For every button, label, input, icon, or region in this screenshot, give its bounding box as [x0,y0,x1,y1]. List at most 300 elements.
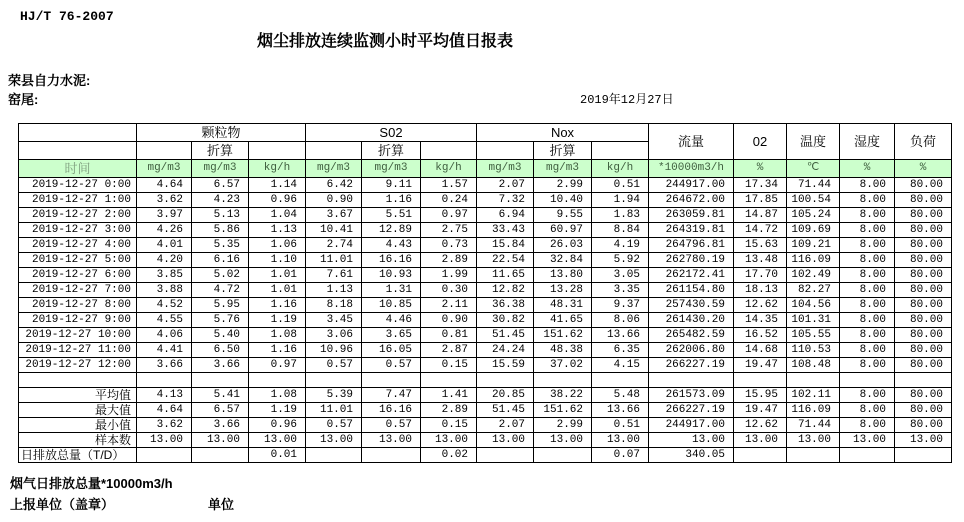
value-cell: 32.84 [534,253,592,268]
value-cell: 10.85 [362,298,421,313]
value-cell: 80.00 [895,223,952,238]
value-cell: 1.04 [249,208,306,223]
value-cell: 16.05 [362,343,421,358]
value-cell: 8.00 [840,358,895,373]
value-cell: 2.75 [421,223,477,238]
value-cell: 0.24 [421,193,477,208]
value-cell: 0.73 [421,238,477,253]
value-cell: 8.84 [592,223,649,238]
value-cell: 1.31 [362,283,421,298]
value-cell: 15.63 [734,238,787,253]
value-cell: 6.35 [592,343,649,358]
value-cell [477,373,534,388]
value-cell: 244917.00 [649,418,734,433]
so2-converted-header: 折算 [362,142,421,160]
value-cell: 0.01 [249,448,306,463]
value-cell: 4.64 [137,403,192,418]
value-cell: 8.00 [840,313,895,328]
value-cell: 3.85 [137,268,192,283]
value-cell: 4.06 [137,328,192,343]
value-cell: 71.44 [787,178,840,193]
blank-cell [19,142,137,160]
row-label-cell: 2019-12-27 12:00 [19,358,137,373]
nox-rate-unit: kg/h [592,160,649,178]
value-cell: 4.20 [137,253,192,268]
hourly-data-row [19,223,952,238]
hourly-data-row [19,283,952,298]
value-cell: 2.07 [477,178,534,193]
value-cell: 261573.09 [649,388,734,403]
value-cell: 8.00 [840,223,895,238]
value-cell: 8.00 [840,238,895,253]
value-cell: 13.00 [362,433,421,448]
value-cell: 0.90 [306,193,362,208]
value-cell: 1.01 [249,283,306,298]
row-label-cell: 2019-12-27 1:00 [19,193,137,208]
value-cell: 2.99 [534,418,592,433]
value-cell: 14.87 [734,208,787,223]
value-cell: 3.06 [306,328,362,343]
value-cell: 1.57 [421,178,477,193]
value-cell: 4.64 [137,178,192,193]
value-cell: 80.00 [895,313,952,328]
value-cell [895,373,952,388]
value-cell: 13.00 [137,433,192,448]
value-cell: 0.57 [362,358,421,373]
row-label-cell: 2019-12-27 5:00 [19,253,137,268]
time-column-header: 时间 [19,160,137,178]
value-cell: 15.95 [734,388,787,403]
value-cell: 151.62 [534,328,592,343]
value-cell: 12.82 [477,283,534,298]
value-cell: 80.00 [895,358,952,373]
value-cell: 38.22 [534,388,592,403]
value-cell [306,448,362,463]
value-cell: 36.38 [477,298,534,313]
value-cell: 264672.00 [649,193,734,208]
value-cell: 264319.81 [649,223,734,238]
value-cell: 1.08 [249,388,306,403]
value-cell: 3.66 [137,358,192,373]
value-cell: 5.02 [192,268,249,283]
value-cell: 8.00 [840,403,895,418]
value-cell: 262172.41 [649,268,734,283]
value-cell: 109.69 [787,223,840,238]
value-cell: 1.13 [306,283,362,298]
blank-cell [592,142,649,160]
hourly-data-row [19,298,952,313]
value-cell: 0.51 [592,178,649,193]
value-cell [534,448,592,463]
value-cell: 16.16 [362,403,421,418]
value-cell: 5.76 [192,313,249,328]
value-cell: 110.53 [787,343,840,358]
value-cell: 266227.19 [649,403,734,418]
value-cell: 13.00 [895,433,952,448]
value-cell: 4.23 [192,193,249,208]
value-cell: 13.00 [592,433,649,448]
value-cell [192,448,249,463]
blank-cell [249,142,306,160]
value-cell: 2.89 [421,253,477,268]
pm-group-header: 颗粒物 [137,124,306,142]
value-cell: 261154.80 [649,283,734,298]
value-cell: 13.66 [592,403,649,418]
row-label-cell: 最小值 [19,418,137,433]
summary-row [19,448,952,463]
value-cell [477,448,534,463]
value-cell: 102.49 [787,268,840,283]
value-cell: 340.05 [649,448,734,463]
pm-rate-unit: kg/h [249,160,306,178]
value-cell: 20.85 [477,388,534,403]
value-cell: 1.83 [592,208,649,223]
value-cell: 9.37 [592,298,649,313]
value-cell: 60.97 [534,223,592,238]
value-cell: 3.65 [362,328,421,343]
value-cell: 105.55 [787,328,840,343]
summary-row [19,388,952,403]
value-cell: 0.90 [421,313,477,328]
value-cell: 2.74 [306,238,362,253]
blank-cell [477,142,534,160]
value-cell: 80.00 [895,238,952,253]
value-cell: 26.03 [534,238,592,253]
so2-converted-unit: mg/m3 [362,160,421,178]
so2-rate-unit: kg/h [421,160,477,178]
value-cell: 1.10 [249,253,306,268]
main-data-table [18,123,952,388]
summary-table [18,387,952,463]
hourly-data-row [19,343,952,358]
value-cell: 4.19 [592,238,649,253]
blank-cell [19,124,137,142]
value-cell: 265482.59 [649,328,734,343]
value-cell: 1.19 [249,313,306,328]
value-cell: 0.07 [592,448,649,463]
row-label-cell: 2019-12-27 11:00 [19,343,137,358]
hourly-data-row [19,313,952,328]
value-cell: 5.86 [192,223,249,238]
value-cell: 14.72 [734,223,787,238]
value-cell: 80.00 [895,268,952,283]
so2-group-header: S02 [306,124,477,142]
value-cell: 11.01 [306,403,362,418]
value-cell: 262006.80 [649,343,734,358]
reporting-unit-label: 上报单位（盖章） [10,497,115,512]
o2-header: 02 [734,124,787,160]
value-cell: 3.97 [137,208,192,223]
value-cell: 108.48 [787,358,840,373]
value-cell [362,448,421,463]
value-cell: 18.13 [734,283,787,298]
value-cell: 80.00 [895,208,952,223]
value-cell [362,373,421,388]
value-cell: 263059.81 [649,208,734,223]
value-cell: 4.26 [137,223,192,238]
value-cell: 80.00 [895,418,952,433]
value-cell: 7.61 [306,268,362,283]
value-cell: 8.00 [840,328,895,343]
nox-group-header: Nox [477,124,649,142]
value-cell: 0.96 [249,193,306,208]
value-cell: 4.15 [592,358,649,373]
summary-row [19,433,952,448]
blank-cell [421,142,477,160]
value-cell: 104.56 [787,298,840,313]
value-cell: 1.08 [249,328,306,343]
value-cell: 10.96 [306,343,362,358]
value-cell: 261430.20 [649,313,734,328]
value-cell: 41.65 [534,313,592,328]
value-cell: 80.00 [895,298,952,313]
value-cell: 4.01 [137,238,192,253]
value-cell: 82.27 [787,283,840,298]
row-label-cell [19,373,137,388]
value-cell: 5.51 [362,208,421,223]
value-cell: 8.00 [840,418,895,433]
value-cell: 0.15 [421,418,477,433]
value-cell: 2.87 [421,343,477,358]
hourly-data-row [19,328,952,343]
value-cell: 2.11 [421,298,477,313]
value-cell [137,448,192,463]
value-cell: 4.41 [137,343,192,358]
value-cell: 0.97 [249,358,306,373]
value-cell: 8.00 [840,178,895,193]
value-cell: 4.13 [137,388,192,403]
hourly-data-row [19,178,952,193]
value-cell: 6.57 [192,403,249,418]
value-cell: 13.00 [840,433,895,448]
row-label-cell: 2019-12-27 4:00 [19,238,137,253]
value-cell: 3.66 [192,418,249,433]
value-cell: 4.72 [192,283,249,298]
temperature-unit: ℃ [787,160,840,178]
value-cell: 3.67 [306,208,362,223]
header-unit-row [19,160,952,178]
blank-cell [306,142,362,160]
summary-row [19,403,952,418]
value-cell: 11.01 [306,253,362,268]
row-label-cell: 2019-12-27 3:00 [19,223,137,238]
nox-unit: mg/m3 [477,160,534,178]
value-cell: 13.00 [534,433,592,448]
value-cell: 7.47 [362,388,421,403]
value-cell: 0.57 [362,418,421,433]
value-cell: 8.00 [840,193,895,208]
value-cell [895,448,952,463]
value-cell: 48.38 [534,343,592,358]
value-cell: 5.48 [592,388,649,403]
value-cell: 0.57 [306,358,362,373]
row-label-cell: 日排放总量（T/D） [19,448,137,463]
value-cell: 2.89 [421,403,477,418]
value-cell: 5.95 [192,298,249,313]
value-cell: 262780.19 [649,253,734,268]
company-name: 荣县自力水泥: [8,73,91,88]
value-cell: 51.45 [477,403,534,418]
hourly-data-row [19,208,952,223]
row-label-cell: 2019-12-27 10:00 [19,328,137,343]
value-cell: 9.55 [534,208,592,223]
value-cell: 3.05 [592,268,649,283]
value-cell: 48.31 [534,298,592,313]
value-cell: 12.62 [734,298,787,313]
value-cell: 13.48 [734,253,787,268]
value-cell: 14.35 [734,313,787,328]
value-cell: 15.59 [477,358,534,373]
value-cell: 8.00 [840,208,895,223]
hourly-data-row [19,358,952,373]
value-cell: 4.52 [137,298,192,313]
page-title: 烟尘排放连续监测小时平均值日报表 [256,33,513,50]
value-cell: 9.11 [362,178,421,193]
value-cell: 8.00 [840,343,895,358]
temperature-header: 温度 [787,124,840,160]
value-cell: 266227.19 [649,358,734,373]
value-cell: 13.28 [534,283,592,298]
value-cell: 1.94 [592,193,649,208]
value-cell: 3.62 [137,193,192,208]
row-label-cell: 2019-12-27 0:00 [19,178,137,193]
value-cell: 1.19 [249,403,306,418]
value-cell: 1.13 [249,223,306,238]
value-cell: 0.02 [421,448,477,463]
value-cell: 16.52 [734,328,787,343]
so2-unit: mg/m3 [306,160,362,178]
value-cell: 12.89 [362,223,421,238]
value-cell: 13.00 [649,433,734,448]
header-group-row [19,124,952,142]
value-cell: 101.31 [787,313,840,328]
value-cell: 5.13 [192,208,249,223]
pm-converted-header: 折算 [192,142,249,160]
value-cell: 80.00 [895,253,952,268]
humidity-header: 湿度 [840,124,895,160]
unit-label: 单位 [208,497,235,512]
value-cell: 1.14 [249,178,306,193]
value-cell: 80.00 [895,193,952,208]
monitoring-location: 窑尾: [8,92,39,107]
value-cell: 5.40 [192,328,249,343]
hourly-data-row [19,193,952,208]
value-cell [137,373,192,388]
value-cell: 1.16 [249,298,306,313]
value-cell: 16.16 [362,253,421,268]
o2-unit: % [734,160,787,178]
value-cell: 1.16 [362,193,421,208]
value-cell [421,373,477,388]
value-cell: 80.00 [895,178,952,193]
value-cell: 19.47 [734,403,787,418]
value-cell: 8.00 [840,253,895,268]
value-cell: 1.41 [421,388,477,403]
value-cell: 0.57 [306,418,362,433]
value-cell: 37.02 [534,358,592,373]
report-date: 2019年12月27日 [580,93,674,107]
hourly-data-row [19,253,952,268]
value-cell: 116.09 [787,253,840,268]
value-cell: 24.24 [477,343,534,358]
value-cell: 11.65 [477,268,534,283]
value-cell [734,373,787,388]
value-cell: 13.66 [592,328,649,343]
value-cell: 3.88 [137,283,192,298]
value-cell: 7.32 [477,193,534,208]
value-cell: 0.30 [421,283,477,298]
value-cell: 8.00 [840,388,895,403]
value-cell: 71.44 [787,418,840,433]
value-cell: 264796.81 [649,238,734,253]
value-cell: 0.81 [421,328,477,343]
row-label-cell: 最大值 [19,403,137,418]
value-cell: 4.46 [362,313,421,328]
value-cell: 6.42 [306,178,362,193]
load-unit: % [895,160,952,178]
value-cell [840,448,895,463]
blank-cell [137,142,192,160]
value-cell [249,373,306,388]
value-cell: 17.70 [734,268,787,283]
value-cell: 4.43 [362,238,421,253]
value-cell: 6.16 [192,253,249,268]
value-cell: 109.21 [787,238,840,253]
flow-header: 流量 [649,124,734,160]
value-cell [787,448,840,463]
value-cell: 51.45 [477,328,534,343]
value-cell: 100.54 [787,193,840,208]
value-cell: 13.00 [421,433,477,448]
value-cell: 116.09 [787,403,840,418]
value-cell: 4.55 [137,313,192,328]
hourly-data-row [19,238,952,253]
flow-unit: *10000m3/h [649,160,734,178]
row-label-cell: 2019-12-27 7:00 [19,283,137,298]
value-cell: 22.54 [477,253,534,268]
value-cell: 10.93 [362,268,421,283]
value-cell: 8.00 [840,298,895,313]
value-cell: 3.66 [192,358,249,373]
load-header: 负荷 [895,124,952,160]
value-cell: 10.40 [534,193,592,208]
value-cell: 8.00 [840,283,895,298]
value-cell: 33.43 [477,223,534,238]
doc-standard-code: HJ/T 76-2007 [20,9,114,24]
humidity-unit: % [840,160,895,178]
value-cell: 102.11 [787,388,840,403]
row-label-cell: 样本数 [19,433,137,448]
value-cell: 6.57 [192,178,249,193]
value-cell [734,448,787,463]
value-cell: 257430.59 [649,298,734,313]
value-cell: 5.39 [306,388,362,403]
value-cell [787,373,840,388]
row-label-cell: 2019-12-27 2:00 [19,208,137,223]
value-cell: 244917.00 [649,178,734,193]
hourly-data-row [19,268,952,283]
value-cell: 1.06 [249,238,306,253]
value-cell: 19.47 [734,358,787,373]
pm-unit: mg/m3 [137,160,192,178]
value-cell: 8.06 [592,313,649,328]
value-cell: 6.94 [477,208,534,223]
value-cell: 80.00 [895,283,952,298]
value-cell: 1.99 [421,268,477,283]
value-cell: 17.85 [734,193,787,208]
value-cell: 5.92 [592,253,649,268]
value-cell: 80.00 [895,403,952,418]
